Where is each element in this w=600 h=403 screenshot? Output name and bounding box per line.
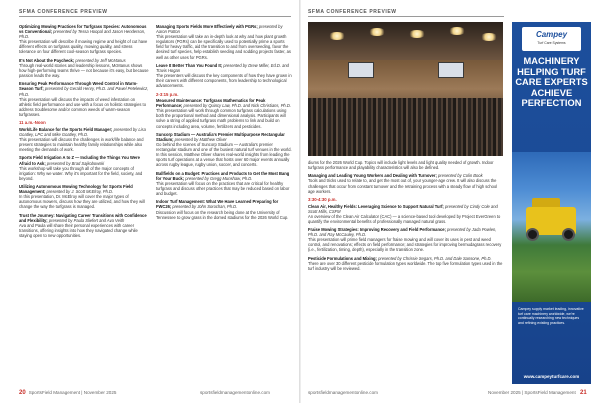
- session-entry: [308, 256, 504, 271]
- session-presenter: presented by Gerald Henry, Ph.D. and Pawel Petelewicz, Ph.D.: [19, 86, 149, 97]
- session-title: Managing and Leading Young Workers and Dealing with Turnover;: [308, 173, 437, 179]
- session-presenter: presented by Brad Sajkobowski: [46, 160, 105, 166]
- session-description: Go behind the scenes of Suncorp Stadium — Australia's premier rectangular stadium and one of the busiest natural turf venues in the world. In this session, Matthew Oliver shares real-world insights from leading the sports turf operations at a venue that hosts over 60 major events annually across rugby league, rugby union, soccer, and concerts.: [156, 142, 292, 168]
- session-description: This presentation will focus on the practices that are critical for healthy turfgrass and discuss other practices that may be reduced based on labor and budget.: [156, 180, 290, 197]
- footer-left: 20 SportsField Management | November 2025: [19, 390, 117, 396]
- session-presenter: presented by Drew Miller, Ed.D. and Travis Hogan: [156, 62, 289, 73]
- session-description: This presentation will take an in-depth look at why and how plant growth regulators (PGRs) can be specifically used to potentially prime a sports field for heavy traffic, aid the transition to and from overseeding, favor the desired turf species, help establish seeding and sodding projects faster, as well as other uses for PGRs.: [156, 34, 291, 60]
- footer-right: November 2025 | SportsField Management 21: [488, 390, 587, 396]
- session-presenter: presented by John Sorochan, Ph.D.: [172, 204, 238, 210]
- session-entry: [156, 63, 292, 88]
- session-title: Work/Life Balance for the Sports Field Manager;: [19, 126, 113, 132]
- session-description: Ava and Paula will share their personal experiences with career transitions, offering insights into how they navigated change while staying open to new opportunities.: [19, 222, 138, 239]
- session-presenter: presented by Colin Book: [438, 173, 483, 179]
- session-entry: [308, 227, 504, 252]
- session-entry: [19, 184, 149, 209]
- ad-headline: MACHINERY HELPING TURF CARE EXPERTS ACHIEVE PERFECTION: [515, 56, 588, 109]
- session-description: There are over 30 different pesticide formulation types worldwide. The top five formulation types used in the turf industry will be reviewed.: [308, 260, 503, 271]
- session-entry: [19, 155, 149, 180]
- session-title: Measured Maintenance: Turfgrass Mathematics for Peak Performance;: [156, 98, 266, 109]
- header-rule-left: [19, 16, 291, 17]
- running-head-left: SFMA CONFERENCE PREVIEW: [19, 9, 108, 15]
- session-entry: [156, 171, 292, 196]
- session-entry: [308, 204, 504, 224]
- session-entry: [19, 213, 149, 238]
- session-presenter: presented by Quincy Law, Ph.D. and Nick Christians, Ph.D.: [183, 103, 291, 109]
- session-title: Pesticide Formulations and Mixing;: [308, 255, 377, 261]
- session-description: This presentation will describe if mowing regime and height of cut have different effects on turfgrass quality, mowing quality, and stress tolerance on four different cool-season turfgrass species.: [19, 39, 148, 55]
- footer-url-left[interactable]: sportsfieldmanagementonline.com: [200, 390, 270, 395]
- page-number-left: 20: [19, 390, 26, 396]
- session-entry: [156, 132, 292, 168]
- session-presenter: presented by Paula Sliefert and Ava Veith: [48, 217, 125, 223]
- session-title: Utilizing Autonomous Mowing Technology for Sports Field Management;: [19, 184, 133, 195]
- session-description: Discussion will focus on the research being done at the University of Tennessee to grow grass in the domed stadiums for the 2026 World Cup.: [156, 209, 289, 220]
- session-presenter: presented by Gregg Munshaw, Ph.D.: [185, 175, 253, 181]
- session-title: Clean Air, Healthy Fields: Leveraging Science to Support Natural Turf;: [308, 203, 444, 209]
- session-title: Ballfields on a Budget: Practices and Products to Get the Most Bang for Your Buck;: [156, 170, 290, 181]
- campey-logo: Campey Turf Care Systems: [522, 27, 581, 51]
- session-description: This presentation will discuss the challenges in work/life balance and present strategies to maintain healthy family relationships while also meeting the demands of work.: [19, 136, 144, 153]
- session-presenter: presented by J. Scott McElroy, Ph.D.: [46, 189, 114, 195]
- session-presenter: presented by Chrissie Segars, Ph.D. and Dale Sansone, Ph.D.: [378, 255, 492, 261]
- session-title: Fraise Mowing Strategies: Improving Recovery and Field Performance;: [308, 227, 446, 233]
- session-description: An overview of the Clean Air Calculator (CAC) — a science-based tool developed by Project EverGreen to quantify the environmental benefits of professionally managed natural grass.: [308, 213, 501, 224]
- session-description: The presenters will discuss the key components of how they have grown in their careers with different components, from leadership to technological advancements.: [156, 73, 292, 89]
- session-title: Sports Field Irrigation A to Z — Including the Things You Were Afraid to Ask;: [19, 155, 140, 166]
- session-description: This presentation will work through common turfgrass calculations using both the proportional method and dimensional analysis. Participants will solve a string of applied turfgrass math problems to link and build on concepts including area, volume, fertilizers and pesticides.: [156, 108, 287, 129]
- time-slot-heading: 11 a.m.-Noon: [19, 120, 46, 126]
- session-title: Suncorp Stadium — Australia's Premier Multipurpose Rectangular Stadium;: [156, 131, 285, 142]
- time-slot-heading: 2-3:15 p.m.: [156, 91, 179, 97]
- session-description: This workshop will take you through all of the major concepts of irrigation: Why we water. Why it's important for the field, society, and beyond.: [19, 165, 143, 181]
- article-column-3: [308, 160, 504, 384]
- ad-body: Campey supply market leading, innovative turf care machinery worldwide, we're continually researching new techniques and refining existing practices.: [518, 307, 584, 325]
- continued-text: diums for the 2026 World Cup. Topics will include light levels and light quality needed of growth. Indoor turfgrass performance and playability characteristics will also be defined.: [308, 160, 494, 171]
- footer-url-right[interactable]: sportsfieldmanagementonline.com: [308, 390, 378, 395]
- session-presenter: presented by Aaron Patton: [156, 24, 283, 35]
- session-title: Optimizing Mowing Practices for Turfgrass Species: Autonomous vs Conventional;: [19, 24, 147, 35]
- session-entry: [19, 127, 149, 152]
- page-gutter: [299, 0, 301, 403]
- session-presenter: presented by Cindy Cole and Scott Mills, CSFM: [308, 203, 498, 214]
- campey-advertisement[interactable]: [512, 22, 591, 384]
- session-presenter: presented by Lisa Goatley, LPC and Mike Goatley, Ph.D.: [19, 126, 146, 137]
- session-title: Trust the Journey: Navigating Career Transitions with Confidence and Flexibility;: [19, 212, 147, 223]
- page-number-right: 21: [580, 390, 587, 396]
- session-entry: [156, 98, 292, 129]
- article-column-1: [19, 24, 149, 384]
- session-title: Leave It Better Than You Found It;: [156, 62, 223, 68]
- session-title: Indoor Turf Management: What We Have Learned Preparing for FWC26;: [156, 199, 279, 210]
- header-rule-right: [308, 16, 504, 17]
- session-title: It's Not About the Paycheck;: [19, 57, 75, 63]
- time-slot-heading: 3:30-4:30 p.m.: [308, 196, 337, 202]
- session-entry: [19, 81, 149, 117]
- session-description: In this presentation, Dr. McElroy will cover the major types of autonomous mowers, discuss how they are utilized, and how they will change the way the turfgrass is managed.: [19, 194, 145, 210]
- article-column-2: [156, 24, 292, 384]
- session-description: Tools and tricks used to relate to, and get the most out of, your younger-age crew. It will also discuss the challenges that occur from constant turnover and the retraining process with a steady flow of high school age workers.: [308, 178, 498, 194]
- session-presenter: presented by Tessa Hoopal and Jason Henderson, Ph.D.: [19, 29, 146, 40]
- session-entry: [156, 24, 292, 60]
- session-entry: [19, 58, 149, 78]
- ad-url-link[interactable]: www.campeyturfcare.com: [523, 374, 580, 379]
- running-head-right: SFMA CONFERENCE PREVIEW: [308, 9, 397, 15]
- session-title: Managing Sports Fields More Effectively with PGRs;: [156, 24, 258, 29]
- session-title: Ensuring Peak Performance Through Weed Control in Warm-Season Turf;: [19, 81, 138, 92]
- session-description: Through real-world stories and leadership lessons, McManus shows how high-performing teams thrive — not because it's easy, but because passion leads the way.: [19, 62, 149, 79]
- session-entry: [308, 173, 504, 193]
- session-entry: [19, 24, 149, 55]
- session-presenter: presented by Matthew Oliver: [174, 136, 227, 142]
- session-presenter: presented by Jada Powlen, Ph.D. and Ray McCauley, Ph.D.: [308, 227, 497, 238]
- session-description: This presentation will prime field managers for fraise mowing and will cover its uses in pest and weed control, and renovations; effects on field performance; and strategies for improving bermudagrass recovery (i.e., fertilization, timing, depth), especially in the transition zone.: [308, 237, 502, 253]
- session-presenter: presented by Jeff McManus: [75, 57, 126, 63]
- conference-photo: [308, 22, 503, 156]
- session-description: This presentation will discuss the impacts of weed infestation on athletic field performance and use with a focus on holistic strategies to address troublesome and/or common weeds of warm-season turfgrasses.: [19, 96, 146, 117]
- session-entry: [156, 199, 292, 219]
